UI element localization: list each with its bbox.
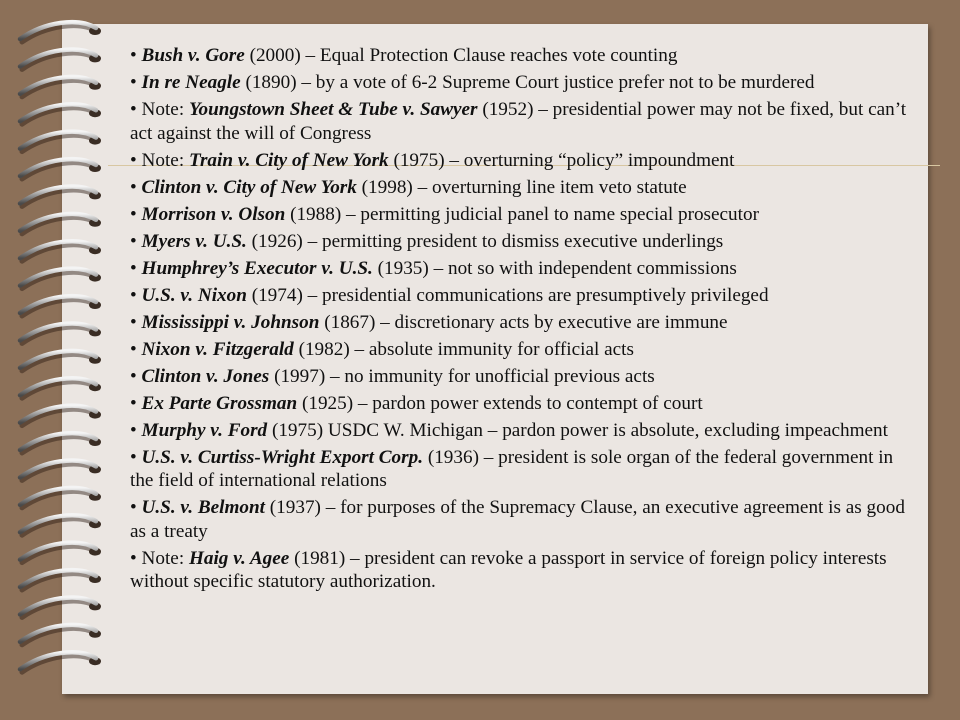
note-prefix: Note: <box>141 99 189 120</box>
case-description: (1936) – president is sole organ of the federal government in the field of international relations <box>130 446 894 491</box>
spiral-coil-icon <box>20 351 101 371</box>
case-name: Haig v. Agee <box>188 547 290 569</box>
case-list-item <box>130 365 920 389</box>
case-list-item <box>130 203 920 227</box>
spiral-coil-icon <box>20 652 101 672</box>
spiral-coil-icon <box>20 50 101 70</box>
case-description: (1890) – by a vote of 6-2 Supreme Court justice prefer not to be murdered <box>240 72 815 93</box>
case-description: (1867) – discretionary acts by executive are immune <box>319 311 728 333</box>
case-description: (1975) USDC W. Michigan – pardon power is absolute, excluding impeachment <box>267 419 888 441</box>
spiral-coil-icon <box>20 433 101 453</box>
spiral-coil-icon <box>20 187 101 207</box>
case-description: (1974) – presidential communications are presumptively privileged <box>246 284 769 306</box>
case-list-item <box>130 44 920 68</box>
case-description: (1975) – overturning “policy” impoundment <box>388 149 735 171</box>
case-description: (2000) – Equal Protection Clause reaches vote counting <box>244 45 678 66</box>
spiral-coil-icon <box>20 269 101 289</box>
case-list-item <box>130 392 920 416</box>
spiral-coil-icon <box>20 77 101 97</box>
spiral-coil-icon <box>20 570 101 590</box>
spiral-coil-icon <box>20 378 101 398</box>
spiral-coil-icon <box>20 241 101 261</box>
case-description: (1925) – pardon power extends to contempt of court <box>297 392 703 414</box>
spiral-coil-icon <box>20 296 101 316</box>
spiral-coil-icon <box>20 515 101 535</box>
case-list-item <box>130 338 920 362</box>
case-list-item <box>130 547 920 594</box>
case-name: U.S. v. Curtiss-Wright Export Corp. <box>141 446 424 468</box>
case-name: Clinton v. City of New York <box>141 176 357 198</box>
case-name: Nixon v. Fitzgerald <box>141 338 294 360</box>
case-list-item <box>130 98 920 145</box>
case-name: Bush v. Gore <box>141 45 245 66</box>
spiral-coil-icon <box>20 625 101 645</box>
case-list-item <box>130 71 920 95</box>
case-description: (1926) – permitting president to dismiss executive underlings <box>246 230 724 252</box>
case-description: (1997) – no immunity for unofficial previous acts <box>269 365 655 387</box>
case-description: (1998) – overturning line item veto statute <box>356 176 687 198</box>
case-name: Youngstown Sheet & Tube v. Sawyer <box>188 99 478 120</box>
case-name: In re Neagle <box>141 72 241 93</box>
spiral-coil-icon <box>20 132 101 152</box>
spiral-coil-icon <box>20 543 101 563</box>
case-name: Humphrey’s Executor v. U.S. <box>141 257 373 279</box>
case-list-item <box>130 284 920 308</box>
case-name: Morrison v. Olson <box>141 203 286 225</box>
spiral-coil-icon <box>20 598 101 618</box>
case-description: (1981) – president can revoke a passport in service of foreign policy interests without specific statutory authorization. <box>130 547 887 592</box>
case-description: (1935) – not so with independent commissions <box>372 257 737 279</box>
case-list-item <box>130 149 920 173</box>
note-prefix: Note: <box>141 149 189 171</box>
spiral-binding <box>0 0 130 720</box>
case-list-item <box>130 446 920 493</box>
spiral-coil-icon <box>20 22 101 42</box>
case-name: Clinton v. Jones <box>141 365 270 387</box>
case-name: Train v. City of New York <box>188 149 389 171</box>
case-list-item <box>130 496 920 543</box>
case-list-item <box>130 257 920 281</box>
case-list-item <box>130 230 920 254</box>
spiral-coil-icon <box>20 104 101 124</box>
case-list-item <box>130 176 920 200</box>
spiral-coil-icon <box>20 159 101 179</box>
spiral-coil-icon <box>20 214 101 234</box>
spiral-coil-icon <box>20 406 101 426</box>
case-name: Myers v. U.S. <box>141 230 247 252</box>
spiral-coil-icon <box>20 461 101 481</box>
spiral-coil-icon <box>20 488 101 508</box>
case-description: (1937) – for purposes of the Supremacy Clause, an executive agreement is as good as a treaty <box>130 497 905 542</box>
case-description: (1982) – absolute immunity for official acts <box>293 338 634 360</box>
case-list <box>130 44 920 597</box>
spiral-coil-icon <box>20 324 101 344</box>
case-list-item <box>130 419 920 443</box>
case-description: (1952) – presidential power may not be fixed, but can’t act against the will of Congress <box>130 99 907 144</box>
case-list-item <box>130 311 920 335</box>
note-prefix: Note: <box>141 547 189 569</box>
case-name: Ex Parte Grossman <box>141 392 298 414</box>
case-name: Murphy v. Ford <box>141 419 268 441</box>
case-name: U.S. v. Nixon <box>141 284 247 306</box>
case-description: (1988) – permitting judicial panel to name special prosecutor <box>285 203 759 225</box>
case-name: U.S. v. Belmont <box>141 497 265 518</box>
case-name: Mississippi v. Johnson <box>141 311 320 333</box>
